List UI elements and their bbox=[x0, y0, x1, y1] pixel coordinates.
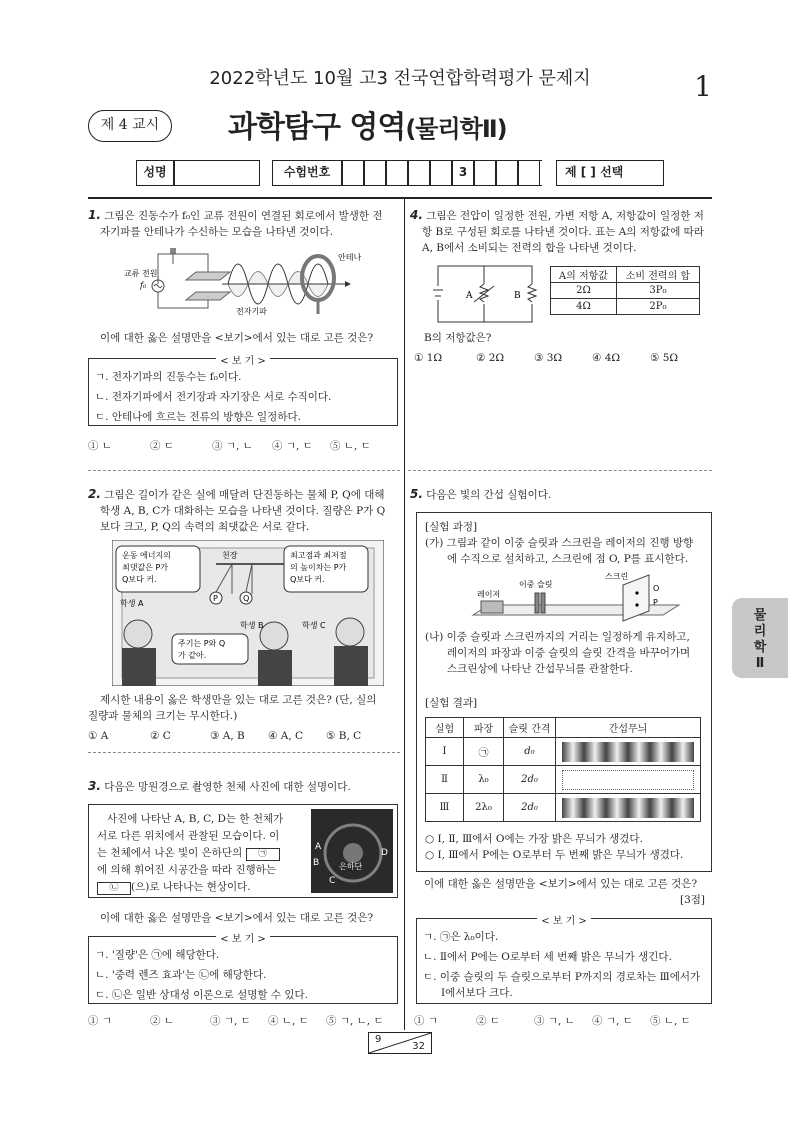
q4-text-line: 항 B로 구성된 회로를 나타낸 것이다. 표는 A의 저항값에 따라 bbox=[422, 226, 704, 238]
student-a-avatar bbox=[124, 620, 152, 648]
photo-label-cluster: 은하단 bbox=[339, 862, 363, 871]
photo-label-b: B bbox=[313, 858, 320, 868]
q5-td: Ⅲ bbox=[426, 794, 464, 822]
q3-bogi-title: < 보 기 > bbox=[216, 934, 270, 945]
q4-td: 4Ω bbox=[551, 299, 617, 315]
q5-procedure bbox=[425, 519, 709, 567]
label-a: A bbox=[466, 291, 473, 301]
label-ceiling: 천장 bbox=[222, 551, 238, 560]
q4-choice[interactable]: ① 1Ω bbox=[414, 352, 443, 364]
q5-experiment-box bbox=[416, 512, 712, 872]
q5-number: 5. bbox=[410, 487, 423, 501]
photo-label-d: D bbox=[381, 848, 388, 858]
q1-bogi-box bbox=[88, 358, 398, 426]
q2-choices bbox=[88, 730, 361, 742]
q2-text-line: 보다 크고, P, Q의 속력의 최댓값은 서로 같다. bbox=[100, 521, 310, 533]
fringe-pattern-3 bbox=[562, 798, 694, 818]
q3-text-line: 다음은 망원경으로 촬영한 천체 사진에 대한 설명이다. bbox=[104, 781, 351, 793]
q1-text-line: 그림은 진동수가 f₀인 교류 전원이 연결된 회로에서 발생한 전 bbox=[104, 210, 383, 222]
q5-bogi-item: ㄴ. Ⅱ에서 P에는 O로부터 세 번째 밝은 무늬가 생긴다. bbox=[423, 951, 672, 963]
q2-prompt-line: 제시한 내용이 옳은 학생만을 있는 대로 고른 것은? (단, 실의 bbox=[100, 694, 377, 706]
q5-text-line: 다음은 빛의 간섭 실험이다. bbox=[426, 489, 552, 501]
q3-choice[interactable]: ④ ㄴ, ㄷ bbox=[268, 1015, 309, 1027]
student-c-avatar bbox=[336, 618, 364, 646]
label-p: P bbox=[213, 594, 218, 603]
q3-bogi-item: ㄴ. '중력 렌즈 효과'는 ㉡에 해당한다. bbox=[95, 969, 267, 981]
q3-desc-line: 에 의해 휘어진 시공간을 따라 진행하는 bbox=[97, 864, 276, 876]
photo-label-a: A bbox=[315, 842, 322, 852]
label-antenna: 안테나 bbox=[338, 253, 362, 262]
column-divider bbox=[404, 199, 405, 1030]
exam-no-box[interactable] bbox=[408, 160, 430, 186]
q5-td: 2d₀ bbox=[504, 794, 556, 822]
q3-prompt: 이에 대한 옳은 설명만을 <보기>에서 있는 대로 고른 것은? bbox=[100, 912, 374, 924]
q5-procedure-title: [실험 과정] bbox=[425, 521, 478, 533]
info-row bbox=[0, 160, 800, 186]
q4-th: 소비 전력의 합 bbox=[616, 267, 699, 283]
q4-circuit bbox=[430, 262, 540, 326]
label-q: Q bbox=[243, 594, 250, 603]
exam-no-box[interactable] bbox=[386, 160, 408, 186]
q5-procedure-line: 레이저의 파장과 이중 슬릿의 슬릿 간격을 바꾸어가며 bbox=[447, 647, 691, 659]
q5-bogi-box bbox=[416, 918, 712, 1004]
q2-choice[interactable]: ③ A, B bbox=[210, 730, 245, 742]
page-counter-total: 32 bbox=[412, 1041, 425, 1052]
q5-procedure-na bbox=[425, 629, 709, 677]
q5-points: [3점] bbox=[680, 894, 706, 906]
fringe-cell bbox=[556, 766, 701, 794]
exam-no-box[interactable] bbox=[342, 160, 364, 186]
q2-choice[interactable]: ① A bbox=[88, 730, 109, 742]
q5-procedure-line: (나) 이중 슬릿과 스크린까지의 거리는 일정하게 유지하고, bbox=[425, 631, 690, 643]
label-ac-source: 교류 전원 bbox=[124, 269, 158, 278]
q2-number: 2. bbox=[88, 487, 101, 501]
label-o: O bbox=[653, 584, 660, 593]
q1-number: 1. bbox=[88, 208, 101, 222]
subject-title bbox=[228, 102, 507, 146]
fringe-pattern-2 bbox=[562, 770, 694, 790]
q1-bogi-title: < 보 기 > bbox=[216, 356, 270, 367]
q1-stem bbox=[88, 207, 400, 240]
q1-choice[interactable]: ③ ㄱ, ㄴ bbox=[212, 440, 253, 452]
q3-desc-line: 서로 다른 위치에서 관찰된 모습이다. 이 bbox=[97, 830, 280, 842]
q3-description bbox=[97, 811, 307, 896]
student-b-avatar bbox=[260, 622, 288, 650]
q5-result-table bbox=[425, 717, 701, 822]
q3-description-box bbox=[88, 804, 398, 898]
q5-th: 간섭무늬 bbox=[556, 718, 701, 738]
bubble-b-line: 가 같아. bbox=[178, 651, 207, 660]
q1-prompt: 이에 대한 옳은 설명만을 <보기>에서 있는 대로 고른 것은? bbox=[100, 332, 374, 344]
q1-bogi-item: ㄴ. 전자기파에서 전기장과 자기장은 서로 수직이다. bbox=[95, 391, 332, 403]
q3-choice[interactable]: ① ㄱ bbox=[88, 1015, 112, 1027]
q4-td: 2P₀ bbox=[616, 299, 699, 315]
q2-text-line: 학생 A, B, C가 대화하는 모습을 나타낸 것이다. 질량은 P가 Q bbox=[100, 505, 386, 517]
q3-desc-line: 는 천체에서 나온 빛이 은하단의 bbox=[97, 847, 243, 859]
q2-choice[interactable]: ④ A, C bbox=[268, 730, 304, 742]
q1-text-line: 자기파를 안테나가 수신하는 모습을 나타낸 것이다. bbox=[100, 226, 334, 238]
q5-result-title: [실험 결과] bbox=[425, 697, 478, 709]
q1-coil bbox=[170, 248, 176, 254]
q5-stem bbox=[410, 486, 714, 503]
row-divider-left bbox=[88, 470, 400, 471]
q5-td: d₀ bbox=[504, 738, 556, 766]
q4-choice[interactable]: ④ 4Ω bbox=[592, 352, 621, 364]
label-student-c: 학생 C bbox=[302, 621, 326, 630]
q3-number: 3. bbox=[88, 779, 101, 793]
exam-no-box[interactable] bbox=[430, 160, 452, 186]
page-counter-current: 9 bbox=[375, 1034, 382, 1045]
q5-choices bbox=[414, 1013, 691, 1028]
q1-choices bbox=[88, 438, 371, 453]
galaxy-photo bbox=[311, 809, 393, 893]
q1-figure bbox=[118, 242, 378, 318]
q2-prompt-line: 질량과 물체의 크기는 무시한다.) bbox=[88, 710, 238, 722]
q5-procedure-line: 에 수직으로 설치하고, 스크린에 점 O, P를 표시한다. bbox=[447, 553, 689, 565]
row-divider-left2 bbox=[88, 752, 400, 753]
q5-bogi-item: ㄱ. ㉠은 λ₀이다. bbox=[423, 931, 499, 943]
label-student-b: 학생 B bbox=[240, 621, 264, 630]
exam-no-box[interactable] bbox=[364, 160, 386, 186]
double-slit-icon bbox=[535, 593, 539, 613]
q2-text-line: 그림은 길이가 같은 실에 매달려 단진동하는 물체 P, Q에 대해 bbox=[104, 489, 385, 501]
fringe-cell bbox=[556, 794, 701, 822]
q3-choices bbox=[88, 1013, 384, 1028]
capacitor-plate-bottom bbox=[186, 292, 230, 300]
q5-setup-figure bbox=[453, 571, 683, 631]
q1-bogi-item: ㄱ. 전자기파의 진동수는 f₀이다. bbox=[95, 371, 242, 383]
blank-1: ㉠ bbox=[246, 848, 280, 861]
side-tab-char: 리 bbox=[753, 624, 767, 639]
q3-bogi-item: ㄱ. '질량'은 ㉠에 해당한다. bbox=[95, 949, 220, 961]
q5-th: 실험 bbox=[426, 718, 464, 738]
q5-bogi-title: < 보 기 > bbox=[537, 916, 591, 927]
q3-bogi-box bbox=[88, 936, 398, 1004]
bubble-b-line: 주기는 P와 Q bbox=[178, 639, 226, 648]
q4-number: 4. bbox=[410, 208, 423, 222]
q5-note: ○ Ⅰ, Ⅲ에서 P에는 O로부터 두 번째 밝은 무늬가 생겼다. bbox=[425, 849, 684, 861]
q3-stem bbox=[88, 778, 400, 795]
q1-choice[interactable]: ② ㄷ bbox=[150, 440, 174, 452]
q3-desc-line: 사진에 나타난 A, B, C, D는 한 천체가 bbox=[107, 813, 284, 825]
exam-no-digit: 3 bbox=[452, 160, 474, 186]
choice-label: 제 [ ] 선택 bbox=[556, 160, 664, 186]
q4-choice[interactable]: ⑤ 5Ω bbox=[650, 352, 679, 364]
q2-stem bbox=[88, 486, 400, 535]
fringe-pattern-1 bbox=[562, 742, 694, 762]
exam-title: 2022학년도 10월 고3 전국연합학력평가 문제지 bbox=[209, 68, 591, 89]
subject-sub: (물리학Ⅱ) bbox=[405, 115, 507, 143]
side-tab-char: Ⅱ bbox=[755, 656, 765, 671]
q3-bogi-item: ㄷ. ㉡은 일반 상대성 이론으로 설명할 수 있다. bbox=[95, 989, 308, 1001]
q4-text-line: 그림은 전압이 일정한 전원, 가변 저항 A, 저항값이 일정한 저 bbox=[426, 210, 704, 222]
q1-bogi-item: ㄷ. 안테나에 흐르는 전류의 방향은 일정하다. bbox=[95, 411, 301, 423]
q4-text-line: A, B에서 소비되는 전력의 합을 나타낸 것이다. bbox=[422, 242, 637, 254]
header-rule bbox=[88, 197, 712, 199]
student-c-body bbox=[334, 646, 368, 686]
student-a-body bbox=[122, 648, 156, 686]
q4-td: 3P₀ bbox=[616, 283, 699, 299]
q2-figure bbox=[112, 540, 384, 686]
exam-no-label: 수험번호 bbox=[272, 160, 342, 186]
row-divider-right bbox=[408, 470, 712, 471]
exam-no-box-end bbox=[540, 160, 542, 186]
q3-choice[interactable]: ③ ㄱ, ㄷ bbox=[210, 1015, 251, 1027]
exam-no-box[interactable] bbox=[518, 160, 540, 186]
bubble-a-line: 최댓값은 P가 bbox=[122, 563, 169, 572]
q1-choice[interactable]: ④ ㄱ, ㄷ bbox=[272, 440, 313, 452]
q5-td: 2d₀ bbox=[504, 766, 556, 794]
q5-choice[interactable]: ① ㄱ bbox=[414, 1015, 438, 1027]
q4-prompt: B의 저항값은? bbox=[424, 332, 492, 344]
subject-main: 과학탐구 영역 bbox=[228, 110, 406, 145]
bubble-c-line: 최고점과 최저점 bbox=[290, 551, 347, 560]
q1-choice[interactable]: ① ㄴ bbox=[88, 440, 112, 452]
q5-bogi-item: Ⅰ에서보다 크다. bbox=[441, 987, 513, 999]
name-label: 성명 bbox=[136, 160, 174, 186]
q5-choice[interactable]: ③ ㄱ, ㄴ bbox=[534, 1015, 575, 1027]
exam-no-box[interactable] bbox=[496, 160, 518, 186]
q4-th: A의 저항값 bbox=[551, 267, 617, 283]
q5-th: 슬릿 간격 bbox=[504, 718, 556, 738]
q2-choice[interactable]: ② C bbox=[150, 730, 171, 742]
fringe-cell bbox=[556, 738, 701, 766]
period-badge: 제 4 교시 bbox=[88, 110, 172, 142]
q5-procedure-line: (가) 그림과 같이 이중 슬릿과 스크린을 레이저의 진행 방향 bbox=[425, 537, 694, 549]
q5-choice[interactable]: ④ ㄱ, ㄷ bbox=[592, 1015, 633, 1027]
q3-desc-line: (으)로 나타나는 현상이다. bbox=[131, 881, 251, 893]
student-b-body bbox=[258, 650, 292, 686]
point-p bbox=[635, 603, 638, 606]
q4-td: 2Ω bbox=[551, 283, 617, 299]
q5-td: ㉠ bbox=[464, 738, 504, 766]
label-f0: f₀ bbox=[140, 281, 147, 290]
name-field[interactable] bbox=[174, 160, 260, 186]
q5-th: 파장 bbox=[464, 718, 504, 738]
bubble-a-line: 운동 에너지의 bbox=[122, 551, 171, 560]
q5-td: 2λ₀ bbox=[464, 794, 504, 822]
bubble-c-line: Q보다 커. bbox=[290, 575, 325, 584]
label-screen: 스크린 bbox=[605, 572, 629, 581]
q4-choices bbox=[414, 352, 678, 364]
label-laser: 레이저 bbox=[477, 590, 501, 599]
q5-td: λ₀ bbox=[464, 766, 504, 794]
q5-procedure-line: 스크린상에 나타난 간섭무늬를 관찰한다. bbox=[447, 663, 633, 675]
q1-choice[interactable]: ⑤ ㄴ, ㄷ bbox=[330, 440, 371, 452]
q5-notes bbox=[425, 831, 709, 863]
q4-choice[interactable]: ③ 3Ω bbox=[534, 352, 563, 364]
q3-choice[interactable]: ② ㄴ bbox=[150, 1015, 174, 1027]
label-em-wave: 전자기파 bbox=[236, 307, 267, 316]
q2-prompt bbox=[88, 692, 400, 724]
page-number: 1 bbox=[694, 70, 712, 103]
q5-td: Ⅰ bbox=[426, 738, 464, 766]
point-o bbox=[635, 591, 638, 594]
q3-choice[interactable]: ⑤ ㄱ, ㄴ, ㄷ bbox=[326, 1015, 384, 1027]
capacitor-plate-top bbox=[186, 272, 230, 280]
q5-td: Ⅱ bbox=[426, 766, 464, 794]
q5-note: ○ Ⅰ, Ⅱ, Ⅲ에서 O에는 가장 밝은 무늬가 생겼다. bbox=[425, 833, 643, 845]
blank-2: ㉡ bbox=[97, 882, 131, 895]
label-p: P bbox=[653, 598, 658, 607]
q5-prompt: 이에 대한 옳은 설명만을 <보기>에서 있는 대로 고른 것은? bbox=[424, 878, 698, 890]
q5-bogi-item: ㄷ. 이중 슬릿의 두 슬릿으로부터 P까지의 경로차는 Ⅲ에서가 bbox=[423, 971, 701, 983]
exam-no-box[interactable] bbox=[474, 160, 496, 186]
label-double-slit: 이중 슬릿 bbox=[519, 580, 553, 589]
q5-choice[interactable]: ② ㄷ bbox=[476, 1015, 500, 1027]
subject-side-tab bbox=[732, 598, 788, 678]
q4-table bbox=[550, 266, 700, 315]
page-counter bbox=[368, 1032, 432, 1054]
photo-label-c: C bbox=[329, 876, 336, 886]
side-tab-char: 물 bbox=[753, 608, 767, 623]
side-tab-char: 학 bbox=[753, 640, 767, 655]
q5-choice[interactable]: ⑤ ㄴ, ㄷ bbox=[650, 1015, 691, 1027]
laser-icon bbox=[481, 601, 503, 613]
q4-stem bbox=[410, 207, 714, 256]
label-b: B bbox=[514, 291, 521, 301]
bubble-a-line: Q보다 커. bbox=[122, 575, 157, 584]
bubble-c-line: 의 높이차는 P가 bbox=[290, 563, 347, 572]
q2-choice[interactable]: ⑤ B, C bbox=[326, 730, 362, 742]
q4-choice[interactable]: ② 2Ω bbox=[476, 352, 505, 364]
label-student-a: 학생 A bbox=[120, 599, 144, 608]
